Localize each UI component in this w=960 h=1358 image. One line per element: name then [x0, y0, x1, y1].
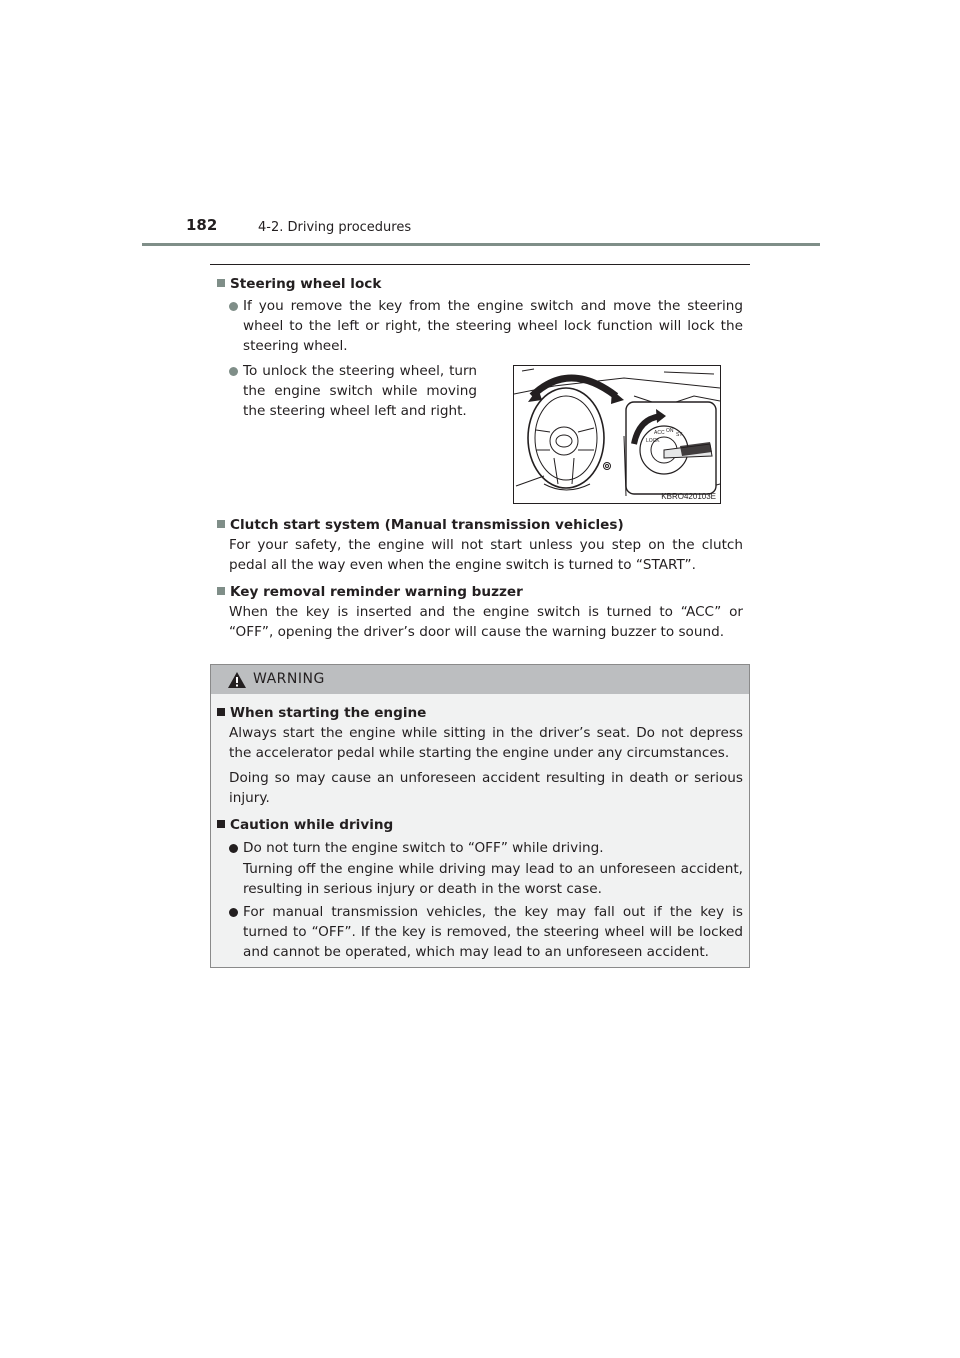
key-reminder-heading [217, 582, 523, 602]
bullet-icon [229, 367, 238, 376]
square-bullet-icon [217, 587, 225, 595]
key-reminder-heading-text: Key removal reminder warning buzzer [230, 584, 523, 600]
svg-text:ST: ST [676, 432, 683, 438]
square-bullet-icon [217, 520, 225, 528]
square-bullet-icon [217, 708, 225, 716]
warning-caution-bullet-2: For manual transmission vehicles, the key may fall out if the key is turned to “OFF”. If the key is removed, the steering wheel will be locked and cannot be operated, which may lead to an unforeseen accident. [243, 904, 743, 960]
clutch-heading-text: Clutch start system (Manual transmission vehicles) [230, 517, 624, 533]
warning-start-heading [217, 703, 426, 723]
steering-lock-bullet-2: To unlock the steering wheel, turn the engine switch while moving the steering wheel left and right. [243, 363, 477, 419]
warning-title: WARNING [253, 671, 325, 687]
square-bullet-icon [217, 279, 225, 287]
svg-text:ACC: ACC [654, 430, 665, 436]
steering-wheel-figure [513, 365, 721, 504]
bullet-icon [229, 844, 238, 853]
warning-caution-bullet-1: Do not turn the engine switch to “OFF” while driving. [243, 840, 604, 856]
steering-lock-bullet-1: If you remove the key from the engine switch and move the steering wheel to the left or right, the steering wheel lock function will lock the steering wheel. [243, 298, 743, 354]
warning-caution-heading [217, 815, 393, 835]
svg-text:LOCK: LOCK [646, 438, 660, 444]
bullet-icon [229, 908, 238, 917]
section-title: 4-2. Driving procedures [258, 220, 412, 235]
figure-code: KBRO420103E [661, 492, 716, 501]
clutch-body: For your safety, the engine will not start unless you step on the clutch pedal all the way even when the engine switch is turned to “START”. [229, 537, 743, 573]
page-number: 182 [186, 216, 218, 234]
warning-start-heading-text: When starting the engine [230, 705, 427, 721]
steering-lock-heading [217, 274, 381, 294]
clutch-heading [217, 515, 624, 535]
warning-start-p2: Doing so may cause an unforeseen accident resulting in death or serious injury. [229, 770, 743, 806]
square-bullet-icon [217, 820, 225, 828]
warning-caution-heading-text: Caution while driving [230, 817, 394, 833]
svg-text:ON: ON [666, 428, 674, 434]
steering-wheel-illustration [514, 366, 720, 503]
bullet-icon [229, 302, 238, 311]
key-reminder-body: When the key is inserted and the engine switch is turned to “ACC” or “OFF”, opening the driver’s door will cause the warning buzzer to sound. [229, 604, 743, 640]
steering-lock-heading-text: Steering wheel lock [230, 276, 382, 292]
warning-start-p1: Always start the engine while sitting in the driver’s seat. Do not depress the accelerator pedal while starting the engine under any circumstances. [229, 725, 743, 761]
section-divider [210, 264, 750, 265]
warning-caution-bullet-1-body: Turning off the engine while driving may lead to an unforeseen accident, resulting in serious injury or death in the worst case. [243, 861, 743, 897]
warning-triangle-icon [227, 671, 247, 689]
header-rule [142, 243, 820, 246]
